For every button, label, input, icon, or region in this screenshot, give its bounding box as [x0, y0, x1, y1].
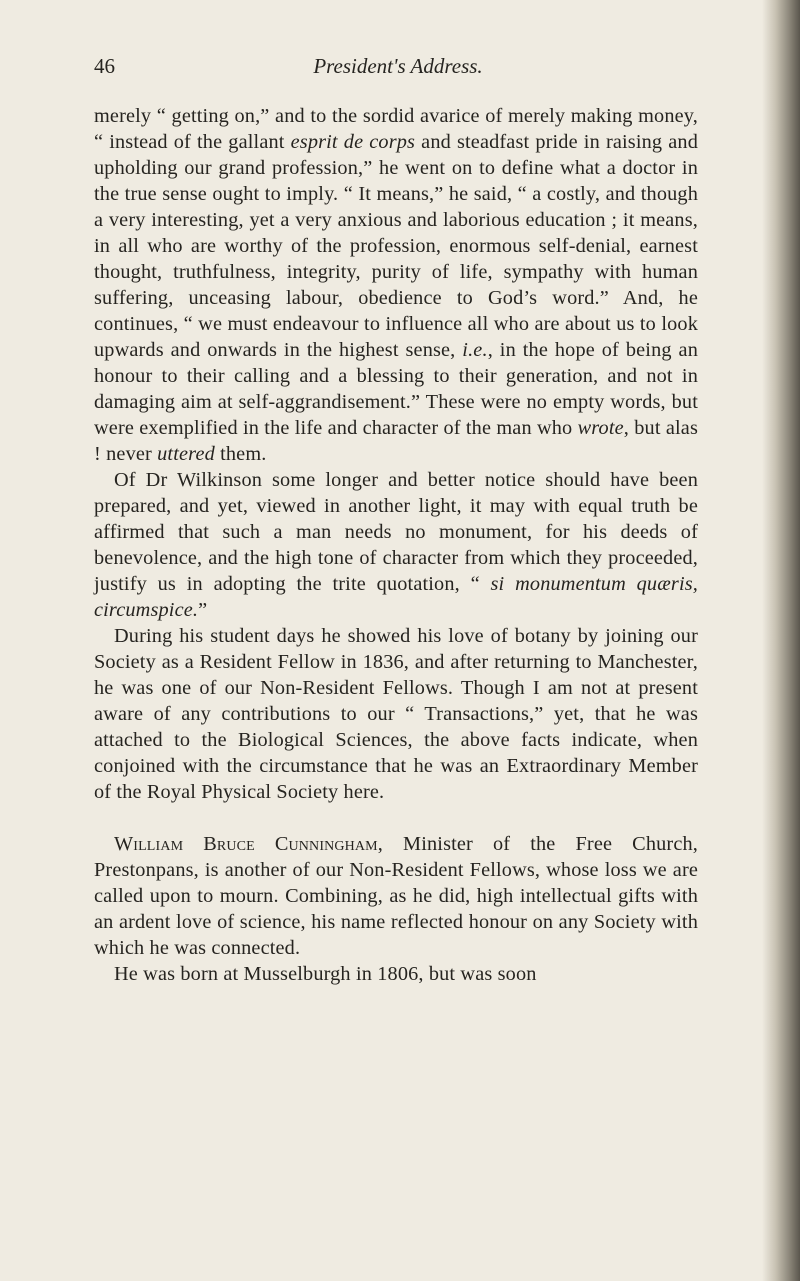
- paragraph-1-text-2: and steadfast pride in raising and upholding our grand profession,” he went on to define what a doctor in the true sense ought to imply. “ It means,” he said, “ a costly, and though a very interesting, yet a very anxious and laborious education ; it means, in all who are worthy of the profession, enormous self-denial, earnest thought, truthfulness, integrity, purity of life, sympathy with human suffering, unceasing labour, obedience to God’s word.” And, he continues, “ we must endeavour to influence all who are about us to look upwards and onwards in the highest sense,: [94, 131, 698, 361]
- paragraph-1-italic-3: wrote: [577, 417, 624, 439]
- paragraph-4-text: Minister of the Free Church, Prestonpans, is another of our Non-Resident Fellows, whose loss we are called upon to mourn. Combining, as he did, high intellectual gifts with an ardent love of science, his name reflected honour on any Society with which he was connected.: [94, 833, 698, 959]
- paragraph-1-text-1: merely “ getting on,” and to the sordid avarice of merely making money, “ instead of the gallant: [94, 105, 698, 153]
- paragraph-3: During his student days he showed his love of botany by joining our Society as a Resident Fellow in 1836, and after returning to Manchester, he was one of our Non-Resident Fellows. Though I am not at present aware of any contributions to our “ Transactions,” yet, that he was attached to the Biological Sciences, the above facts indicate, when conjoined with the circumstance that he was an Extraordinary Member of the Royal Physical Society here.: [94, 625, 698, 803]
- paragraph-1-text-5: them.: [214, 443, 267, 465]
- body-text: [94, 103, 698, 987]
- page-number: 46: [94, 54, 115, 78]
- paragraph-1-italic-1: esprit de corps: [290, 131, 416, 153]
- person-name: William Bruce Cunningham,: [114, 833, 383, 855]
- paragraph-2: [94, 467, 698, 623]
- running-title: President's Address.: [313, 54, 483, 78]
- paragraph-1: [94, 103, 698, 467]
- paragraph-1-italic-4: uttered: [157, 443, 215, 465]
- running-header: [94, 54, 702, 88]
- paragraph-spacer: [94, 805, 698, 831]
- paragraph-1-text-3: , in the hope of being an honour to their calling and a blessing to their generation, and not in damaging aim at self-aggrandisement.” These were no empty words, but were exemplified in the life and character of the man who: [94, 339, 698, 439]
- paragraph-2-italic-quote: si monumentum quæris, circumspice.: [94, 573, 698, 621]
- page-edge-shadow: [762, 0, 800, 1281]
- paragraph-4: [94, 831, 698, 961]
- paragraph-2-text-1: Of Dr Wilkinson some longer and better notice should have been prepared, and yet, viewed in another light, it may with equal truth be affirmed that such a man needs no monument, for his deeds of benevolence, and the high tone of character from which they proceeded, justify us in adopting the trite quotation, “: [94, 469, 698, 595]
- paragraph-2-text-2: ”: [198, 599, 208, 621]
- paragraph-1-italic-2: i.e.: [462, 339, 488, 361]
- paragraph-1-text-4: , but alas ! never: [94, 417, 698, 465]
- paragraph-5: He was born at Musselburgh in 1806, but was soon: [114, 963, 537, 985]
